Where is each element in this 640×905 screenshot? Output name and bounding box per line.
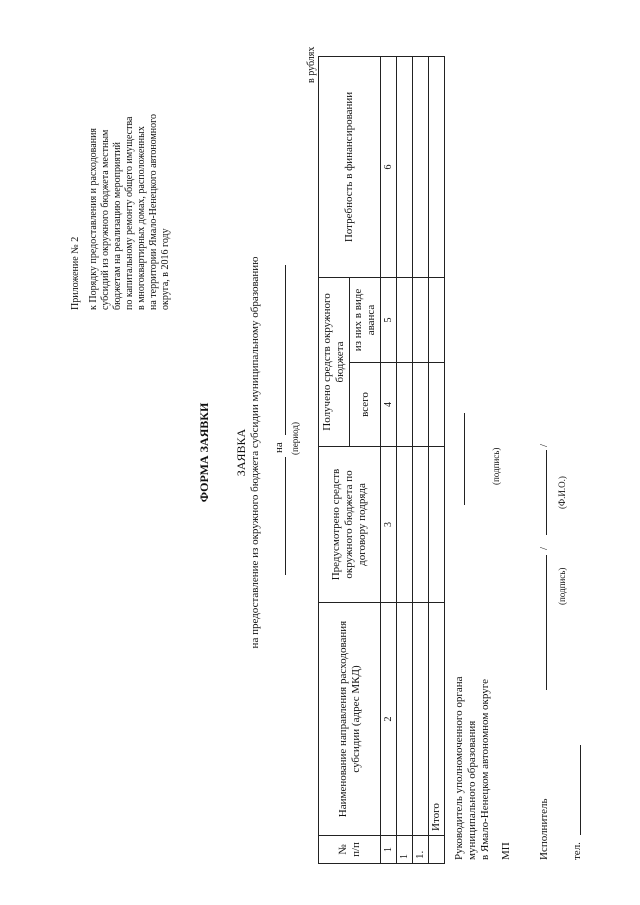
executor-fio-line [546,450,547,535]
row-cell [413,277,429,362]
header-direction: Наименование направления расходования субсидии (адрес МКД) [319,603,381,836]
row-cell [413,363,429,447]
units-label: в рублях [306,46,317,83]
municipality-blank [285,457,286,575]
appendix-line: по капитальному ремонту общего имущества [124,116,135,310]
header-received-advance: из них в виде аванса [350,277,381,362]
subsidy-table [318,56,445,864]
row-cell [413,603,429,836]
application-subtitle: на предоставление из окружного бюджета субсидии муниципальному образованию [249,256,261,649]
na-label: на [273,442,285,453]
total-label: Итого [429,603,445,836]
row-cell [397,363,413,447]
phone-line [580,745,581,835]
table-row [397,56,413,863]
table-row [413,56,429,863]
appendix-note [70,25,172,310]
appendix-line: в многоквартирных домах, расположенных [136,126,147,310]
appendix-line: бюджетам на реализацию мероприятий [112,141,123,310]
header-need: Потребность в финансировании [319,56,381,277]
row-number: 1. [413,836,429,864]
appendix-line: субсидий из окружного бюджета местным [100,129,111,310]
row-cell [397,56,413,277]
form-title: ФОРМА ЗАЯВКИ [197,402,211,503]
appendix-line: на территории Ямало-Ненецкого автономного [148,113,159,310]
head-line: Руководитель уполномоченного органа [453,676,465,860]
total-cell [429,56,445,277]
appendix-line: к Порядку предоставления и расходования [88,127,99,310]
head-line: муниципального образования [466,720,478,860]
column-number: 6 [381,56,397,277]
application-title: ЗАЯВКА [234,428,248,477]
column-number: 4 [381,363,397,447]
total-row [429,56,445,863]
slash-separator: / [538,443,550,447]
head-signature-line [464,413,465,505]
appendix-line: округа, в 2016 году [160,228,171,310]
head-line: в Ямало-Ненецком автономном округе [479,678,491,860]
column-number: 2 [381,603,397,836]
period-blank [285,265,286,435]
period-caption: (период) [290,422,300,455]
executor-fio-caption: (Ф.И.О.) [557,476,567,509]
header-received-total: всего [350,363,381,447]
row-number: 1 [397,836,413,864]
head-signatory [453,676,492,860]
phone-label: тел. [571,842,583,860]
executor-signature-caption: (подпись) [557,567,567,605]
period-line [272,265,286,575]
column-number: 1 [381,836,397,864]
slash-separator: / [538,546,550,550]
executor-signature-line [546,555,547,690]
header-num: № п/п [319,836,381,864]
executor-label: Исполнитель [538,798,550,860]
column-number: 5 [381,277,397,362]
row-cell [397,447,413,603]
appendix-title: Приложение № 2 [70,236,81,310]
stamp-place: МП [500,842,512,860]
head-signature-caption: (подпись) [491,447,501,485]
total-cell [429,363,445,447]
row-cell [397,277,413,362]
column-number: 3 [381,447,397,603]
header-planned: Предусмотрено средств окружного бюджета по договору подряда [319,447,381,603]
header-received: Получено средств окружного бюджета [319,277,350,446]
row-cell [397,603,413,836]
row-cell [413,447,429,603]
total-cell [429,447,445,603]
total-cell [429,277,445,362]
row-cell [413,56,429,277]
total-num-cell [429,836,445,864]
